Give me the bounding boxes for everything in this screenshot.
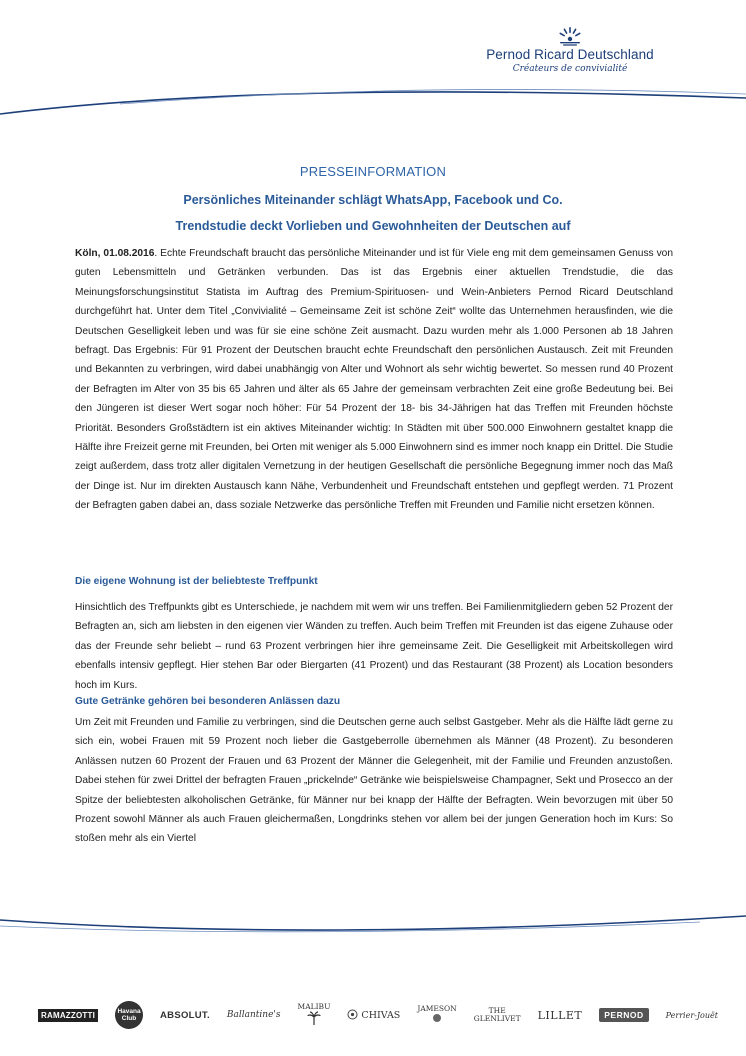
absolut-logo: ABSOLUT. xyxy=(160,1009,210,1021)
glenlivet-label: GLENLIVET xyxy=(473,1014,521,1023)
document-title: PRESSEINFORMATION xyxy=(299,164,447,179)
sunburst-logo-icon xyxy=(557,26,583,46)
intro-paragraph xyxy=(75,244,673,516)
headline: Persönliches Miteinander schlägt WhatsApp, Facebook und Co. xyxy=(183,193,563,207)
chivas-crest-icon xyxy=(347,1009,358,1020)
subheadline: Trendstudie deckt Vorlieben und Gewohnheiten der Deutschen auf xyxy=(175,219,571,233)
section-paragraph-drinks: Um Zeit mit Freunden und Familie zu verbringen, sind die Deutschen gerne auch selbst Gastgeber. Mehr als die Hälfte lädt gerne zu sich ein, wobei Frauen mit 59 Prozent noch lieber die Gastgeberrolle übernehmen als Männer (48 Prozent). Zu besonderen Anlässen nutzen 60 Prozent der Frauen und 63 Prozent der Männer die Gelegenheit, mit der Familie und Freunden anzustoßen. Dabei stehen für zwei Drittel der befragten Frauen „prickelnde“ Getränke wie beispielsweise Champagner, Sekt und Prosecco an der Spitze der beliebtesten alkoholischen Getränke, für Männer nur bei knapp der Hälfte der Befragten. Wein bevorzugen mit über 50 Prozent sowohl Männer als auch Frauen gleichermaßen, Longdrinks stehen vor allem bei der jungen Generation hoch im Kurs: So stoßen mehr als ein Viertel xyxy=(75,717,673,845)
pernod-logo: PERNOD xyxy=(599,1008,648,1022)
palm-tree-icon xyxy=(307,1011,321,1025)
havana-club-bottom: Club xyxy=(121,1015,137,1022)
section-heading-meeting-place: Die eigene Wohnung ist der beliebteste Treffpunkt xyxy=(75,576,318,587)
ballantines-logo: Ballantine's xyxy=(226,1010,281,1020)
glenlivet-logo xyxy=(474,1007,521,1023)
chivas-logo xyxy=(347,1009,400,1021)
intro-text: . Echte Freundschaft braucht das persönliche Miteinander und ist für Viele eng mit dem gemeinsamen Genuss von guten Lebensmitteln und Getränken verbunden. Das ist das Ergebnis einer aktuellen Trendstudie, die das Meinungsforschungsinstitut Statista im Auftrag des Premium-Spirituosen- und Wein-Anbieters Pernod Ricard Deutschland durchgeführt hat. Unter dem Titel „Convivialité – Gemeinsame Zeit ist schöne Zeit“ wollte das Unternehmen herausfinden, wie die Deutschen Geselligkeit leben und was für sie eine schöne Zeit ausmacht. Dazu wurden mehr als 1.000 Personen ab 18 Jahren befragt. Das Ergebnis: Für 91 Prozent der Deutschen braucht echte Freundschaft den persönlichen Austausch. Zeit mit Freunden und Bekannten zu verbringen, wird dabei unabhängig von Alter und Wohnort als sehr wichtig bewertet. So messen rund 40 Prozent der Befragten im Alter von 35 bis 65 Jahren und älter als 65 Jahre der gemeinsam verbrachten Zeit eine große Bedeutung bei. Bei den Jüngeren ist dieser Wert sogar noch höher: Für 54 Prozent der 18- bis 34-Jährigen hat das Treffen mit Freunden höchste Priorität. Besonders Großstädtern ist ein aktives Miteinander wichtig: In Städten mit über 500.000 Einwohnern gestaltet knapp die Hälfte ihre Freizeit gerne mit Freunden, bei Orten mit weniger als 5.000 Einwohnern sind es immer noch knapp ein Drittel. Die Studie zeigt außerdem, dass trotz aller digitalen Vernetzung in der heutigen Gesellschaft die persönliche Begegnung immer noch das Maß der Dinge ist. Nur im direkten Austausch kann Nähe, Verbundenheit und Freundschaft entstehen und gepflegt werden. 71 Prozent der Befragten gaben dabei an, dass soziale Netzwerke das persönliche Treffen mit Freunden und Familie nicht ersetzen können. xyxy=(75,248,673,512)
jameson-seal-icon xyxy=(432,1013,442,1023)
ramazzotti-logo: RAMAZZOTTI xyxy=(38,1009,98,1022)
lillet-logo: LILLET xyxy=(537,1008,583,1022)
malibu-logo xyxy=(298,1003,331,1027)
havana-club-logo xyxy=(115,1001,143,1029)
company-name: Pernod Ricard Deutschland xyxy=(486,47,654,62)
section-paragraph-meeting-place: Hinsichtlich des Treffpunkts gibt es Unterschiede, je nachdem mit wem wir uns treffen. Bei Familienmitgliedern geben 52 Prozent der Befragten an, sich am liebsten in den eigenen vier Wänden zu treffen. Auch beim Treffen mit Freunden ist das eigene Zuhause oder das der Freunde sehr beliebt – rund 63 Prozent verbringen hier ihre gemeinsame Zeit. Die Geselligkeit mit Arbeitskollegen wird ebenfalls intensiv gepflegt. Hier stehen Bar oder Biergarten (41 Prozent) und das Restaurant (38 Prozent) als Location besonders hoch im Kurs. xyxy=(75,602,673,691)
footer-swoosh-divider xyxy=(0,900,746,940)
malibu-label: MALIBU xyxy=(297,1002,331,1011)
header-swoosh-divider xyxy=(0,80,746,120)
brand-logo-strip xyxy=(38,997,718,1033)
chivas-label: CHIVAS xyxy=(361,1010,401,1021)
jameson-logo xyxy=(417,1005,456,1025)
glenlivet-top: THE xyxy=(488,1006,506,1015)
jameson-label: JAMESON xyxy=(417,1004,457,1013)
section-heading-drinks: Gute Getränke gehören bei besonderen Anlässen dazu xyxy=(75,696,341,707)
company-tagline: Créateurs de convivialité xyxy=(512,64,628,74)
company-logo xyxy=(470,26,670,74)
perrier-jouet-logo: Perrier-Jouët xyxy=(665,1010,718,1020)
havana-club-top: Havana xyxy=(117,1008,141,1015)
dateline: Köln, 01.08.2016 xyxy=(75,248,155,259)
